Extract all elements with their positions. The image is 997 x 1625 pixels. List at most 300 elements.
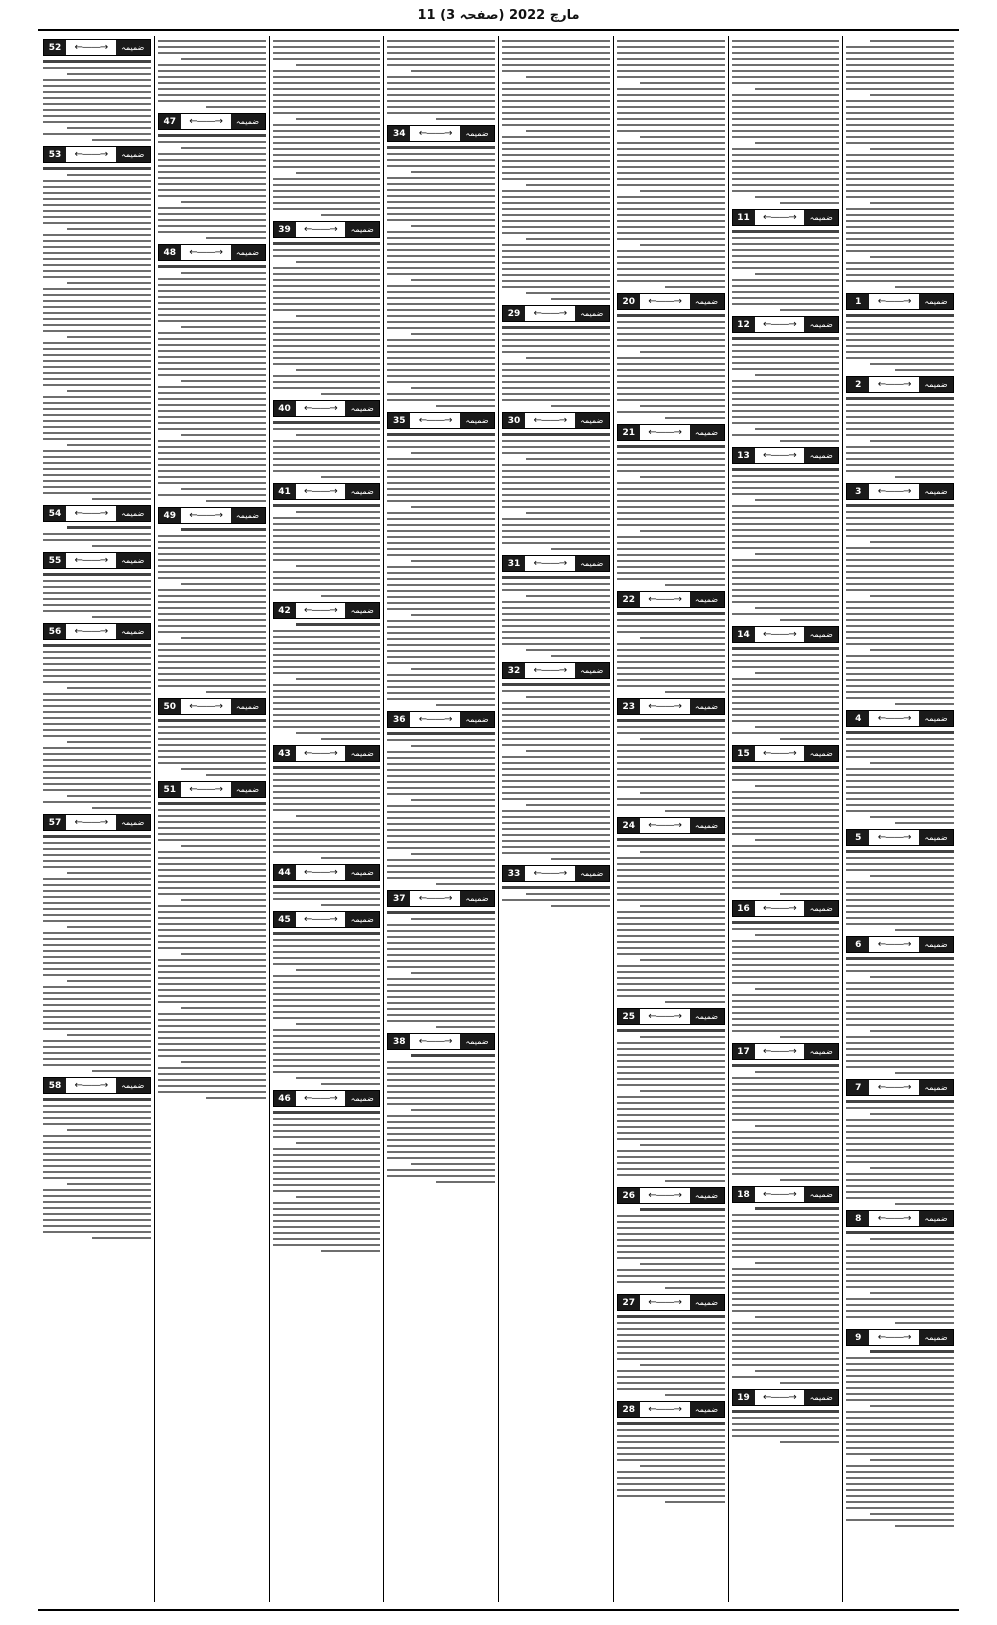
text-line <box>732 1280 840 1282</box>
text-line <box>43 252 151 254</box>
text-line <box>158 977 266 979</box>
text-line <box>387 1097 495 1099</box>
text-line <box>411 333 495 335</box>
text-line <box>846 661 954 663</box>
item-text-lines <box>387 433 495 706</box>
text-line <box>502 196 610 198</box>
text-line <box>732 1107 840 1109</box>
text-line <box>732 851 840 853</box>
classified-item <box>43 146 151 500</box>
text-line <box>732 887 840 889</box>
text-line <box>273 291 381 293</box>
text-line <box>846 1316 954 1318</box>
item-header <box>387 711 495 728</box>
text-line <box>846 327 954 329</box>
text-line <box>158 332 266 334</box>
text-line <box>387 930 495 932</box>
classified-item <box>43 1077 151 1239</box>
double-arrow-icon: ←——→ <box>762 1392 796 1403</box>
item-tag: ضمیمہ <box>460 712 494 727</box>
text-line <box>502 899 610 901</box>
double-arrow-icon: ←——→ <box>877 1332 911 1343</box>
text-line <box>158 667 266 669</box>
text-line <box>387 1145 495 1147</box>
text-line <box>732 100 840 102</box>
double-arrow-icon: ←——→ <box>762 450 796 461</box>
double-arrow-icon: ←——→ <box>189 510 222 521</box>
classified-item <box>273 745 381 859</box>
text-line <box>617 536 725 538</box>
item-text-lines <box>387 1054 495 1183</box>
classified-item <box>387 412 495 706</box>
text-line <box>551 405 610 407</box>
text-line <box>158 947 266 949</box>
text-line <box>617 667 725 669</box>
text-line <box>387 393 495 395</box>
text-line <box>181 272 265 274</box>
text-line <box>617 673 725 675</box>
text-line <box>43 908 151 910</box>
text-line <box>273 363 381 365</box>
text-line <box>846 988 954 990</box>
item-number: 11 <box>733 210 755 225</box>
text-line <box>846 1024 954 1026</box>
text-line <box>387 82 495 84</box>
text-line <box>43 324 151 326</box>
text-line <box>846 750 954 752</box>
item-header <box>617 1294 725 1311</box>
text-line <box>732 136 840 138</box>
item-text-lines <box>846 1100 954 1205</box>
text-line <box>387 739 495 741</box>
item-text-lines <box>387 911 495 1028</box>
text-line <box>43 884 151 886</box>
text-line <box>617 1102 725 1104</box>
classified-item <box>273 483 381 597</box>
text-line <box>617 357 725 359</box>
text-line <box>846 1429 954 1431</box>
item-header <box>502 412 610 429</box>
classified-item <box>43 505 151 547</box>
text-line <box>158 338 266 340</box>
text-line <box>436 1181 495 1183</box>
text-line <box>732 291 840 293</box>
text-line <box>502 46 610 48</box>
text-line <box>755 785 839 787</box>
text-line <box>617 494 725 496</box>
text-line <box>43 717 151 719</box>
text-line <box>273 939 381 941</box>
text-line <box>732 1155 840 1157</box>
item-tag: ضمیمہ <box>345 222 379 237</box>
text-line <box>502 387 610 389</box>
text-line <box>43 210 151 212</box>
text-line <box>43 1022 151 1024</box>
text-line <box>387 249 495 251</box>
item-header <box>273 745 381 762</box>
text-line <box>387 1103 495 1105</box>
text-line <box>43 1141 151 1143</box>
text-line <box>870 1113 954 1115</box>
text-line <box>43 610 151 612</box>
text-line <box>502 326 610 329</box>
classified-item <box>617 424 725 586</box>
text-line <box>846 208 954 210</box>
text-line <box>665 1180 724 1182</box>
text-line <box>43 1123 151 1125</box>
text-line <box>732 589 840 591</box>
text-line <box>273 1118 381 1120</box>
text-line <box>846 1179 954 1181</box>
text-line <box>502 762 610 764</box>
item-tag: ضمیمہ <box>345 746 379 761</box>
classified-item <box>387 1033 495 1183</box>
text-line <box>526 76 610 78</box>
item-text-lines <box>617 719 725 812</box>
text-line <box>67 795 151 797</box>
text-line <box>387 207 495 209</box>
text-line <box>870 94 954 96</box>
text-line <box>732 1268 840 1270</box>
text-line <box>732 46 840 48</box>
text-line <box>617 506 725 508</box>
text-line <box>158 887 266 889</box>
item-tag: ضمیمہ <box>116 506 150 521</box>
text-line <box>43 288 151 290</box>
text-line <box>273 351 381 353</box>
text-line <box>273 785 381 787</box>
text-line <box>502 643 610 645</box>
item-tag: ضمیمہ <box>116 624 150 639</box>
text-line <box>640 1364 724 1366</box>
text-line <box>181 1061 265 1063</box>
item-text-lines <box>158 802 266 1099</box>
text-line <box>273 708 381 710</box>
text-line <box>387 1014 495 1016</box>
text-line <box>846 1006 954 1008</box>
item-number: 48 <box>159 245 181 260</box>
item-number: 21 <box>618 425 640 440</box>
text-line <box>158 565 266 567</box>
text-line <box>67 444 151 446</box>
text-line <box>870 1513 954 1515</box>
text-line <box>387 500 495 502</box>
text-line <box>43 222 151 224</box>
text-line <box>846 731 954 734</box>
text-line <box>732 64 840 66</box>
item-text-lines <box>732 921 840 1038</box>
double-arrow-icon: ←——→ <box>648 1011 681 1022</box>
text-line <box>158 732 266 734</box>
text-line <box>502 810 610 812</box>
text-line <box>43 651 151 653</box>
text-line <box>617 1221 725 1223</box>
text-line <box>617 375 725 377</box>
text-line <box>273 1190 381 1192</box>
text-line <box>273 932 381 935</box>
text-line <box>43 450 151 452</box>
text-line <box>296 1142 380 1144</box>
text-line <box>617 750 725 752</box>
text-line <box>732 1030 840 1032</box>
text-line <box>273 553 381 555</box>
text-line <box>43 1159 151 1161</box>
text-line <box>732 279 840 281</box>
text-line <box>846 458 954 460</box>
text-line <box>43 300 151 302</box>
double-arrow-icon: ←——→ <box>533 558 567 569</box>
text-line <box>640 136 724 138</box>
text-line <box>502 100 610 102</box>
text-line <box>732 1077 840 1079</box>
text-line <box>387 363 495 365</box>
text-line <box>502 744 610 746</box>
text-line <box>158 1079 266 1081</box>
item-text-lines <box>732 647 840 740</box>
text-line <box>640 851 724 853</box>
text-line <box>870 875 954 877</box>
classified-item <box>617 1294 725 1396</box>
text-line <box>43 330 151 332</box>
text-line <box>43 1201 151 1203</box>
text-line <box>846 1107 954 1109</box>
text-line <box>846 1018 954 1020</box>
double-arrow-icon: ←——→ <box>303 403 337 414</box>
classified-item <box>273 400 381 478</box>
text-line <box>273 82 381 84</box>
text-line <box>67 390 151 392</box>
text-line <box>617 762 725 764</box>
item-tag: ضمیمہ <box>804 1187 838 1202</box>
text-line <box>273 957 381 959</box>
text-line <box>67 1034 151 1036</box>
text-line <box>273 779 381 781</box>
text-line <box>846 1131 954 1133</box>
text-line <box>387 996 495 998</box>
item-text-lines <box>502 326 610 407</box>
text-line <box>411 668 495 670</box>
text-line <box>640 959 724 961</box>
text-line <box>43 860 151 862</box>
text-line <box>732 654 840 656</box>
text-line <box>617 274 725 276</box>
classified-item <box>617 1187 725 1289</box>
text-line <box>617 500 725 502</box>
text-line <box>617 1150 725 1152</box>
text-line <box>732 1250 840 1252</box>
text-line <box>755 196 839 198</box>
text-line <box>846 547 954 549</box>
text-line <box>665 286 724 288</box>
text-line <box>502 625 610 627</box>
text-line <box>158 649 266 651</box>
text-line <box>387 76 495 78</box>
text-line <box>846 1298 954 1300</box>
text-line <box>640 792 724 794</box>
text-line <box>617 744 725 746</box>
text-line <box>640 82 724 84</box>
text-line <box>158 995 266 997</box>
item-number: 7 <box>847 1080 869 1095</box>
text-line <box>846 226 954 228</box>
text-line <box>502 607 610 609</box>
text-line <box>846 691 954 693</box>
classified-item <box>732 745 840 895</box>
text-line <box>526 238 610 240</box>
item-header <box>43 146 151 163</box>
text-line <box>732 1238 840 1240</box>
text-line <box>732 797 840 799</box>
double-arrow-icon: ←——→ <box>418 128 452 139</box>
text-line <box>617 768 725 770</box>
text-line <box>732 595 840 597</box>
classified-item <box>387 125 495 407</box>
text-line <box>158 655 266 657</box>
double-arrow-icon: ←——→ <box>303 914 337 925</box>
item-tag: ضمیمہ <box>919 937 953 952</box>
text-line <box>846 786 954 788</box>
text-line <box>502 178 610 180</box>
text-line <box>732 1364 840 1366</box>
classified-item <box>846 1329 954 1527</box>
text-line <box>43 986 151 988</box>
text-line <box>732 1346 840 1348</box>
text-line <box>502 190 610 192</box>
text-line <box>732 368 840 370</box>
item-header <box>617 293 725 310</box>
text-line <box>732 535 840 537</box>
text-line <box>846 452 954 454</box>
text-line <box>732 267 840 269</box>
text-line <box>158 833 266 835</box>
text-line <box>387 159 495 161</box>
double-arrow-icon: ←——→ <box>648 296 681 307</box>
text-line <box>617 929 725 931</box>
text-line <box>273 714 381 716</box>
text-line <box>502 756 610 758</box>
text-line <box>43 854 151 856</box>
text-line <box>732 1334 840 1336</box>
text-line <box>640 351 724 353</box>
text-line <box>273 428 381 430</box>
text-line <box>846 1489 954 1491</box>
text-line <box>158 100 266 102</box>
item-tag: ضمیمہ <box>919 294 953 309</box>
text-line <box>387 942 495 944</box>
text-line <box>502 828 610 830</box>
double-arrow-icon: ←——→ <box>877 939 911 950</box>
text-line <box>273 88 381 90</box>
date-line: 11 مارچ 2022 (صفحہ 3) <box>417 7 580 23</box>
text-line <box>895 703 954 705</box>
text-line <box>296 732 380 734</box>
text-line <box>273 46 381 48</box>
text-line <box>732 434 840 436</box>
text-line <box>732 565 840 567</box>
text-line <box>387 811 495 813</box>
double-arrow-icon: ←——→ <box>648 1190 681 1201</box>
text-line <box>732 356 840 358</box>
column-5 <box>383 36 498 1602</box>
text-line <box>846 262 954 264</box>
text-line <box>158 959 266 961</box>
text-line <box>732 613 840 615</box>
text-line <box>158 64 266 66</box>
classified-item <box>158 244 266 502</box>
double-arrow-icon: ←——→ <box>762 212 796 223</box>
item-number: 4 <box>847 711 869 726</box>
text-line <box>158 1073 266 1075</box>
text-line <box>755 142 839 144</box>
text-line <box>158 159 266 161</box>
double-arrow-icon: ←——→ <box>762 1189 796 1200</box>
text-line <box>43 920 151 922</box>
text-line <box>732 791 840 793</box>
item-tag: ضمیمہ <box>690 1295 724 1310</box>
text-line <box>846 106 954 108</box>
text-line <box>387 231 495 233</box>
text-line <box>273 339 381 341</box>
text-line <box>158 619 266 621</box>
text-line <box>617 881 725 883</box>
text-line <box>502 280 610 282</box>
item-tag: ضمیمہ <box>690 294 724 309</box>
text-line <box>43 91 151 93</box>
text-line <box>387 805 495 807</box>
text-line <box>321 857 380 859</box>
item-header <box>502 865 610 882</box>
item-text-lines <box>43 167 151 500</box>
text-line <box>273 666 381 668</box>
item-text-lines <box>732 766 840 895</box>
text-line <box>43 121 151 123</box>
text-line <box>846 64 954 66</box>
text-line <box>43 1195 151 1197</box>
text-line <box>846 214 954 216</box>
double-arrow-icon: ←——→ <box>303 224 337 235</box>
text-line <box>617 1060 725 1062</box>
text-line <box>43 474 151 476</box>
item-tag: ضمیمہ <box>919 711 953 726</box>
item-header <box>158 781 266 798</box>
text-line <box>158 278 266 280</box>
text-line <box>640 244 724 246</box>
item-header <box>732 1186 840 1203</box>
text-line <box>502 536 610 538</box>
text-line <box>273 1011 381 1013</box>
text-line <box>502 345 610 347</box>
item-text-lines <box>387 146 495 407</box>
text-line <box>732 869 840 871</box>
text-line <box>387 64 495 66</box>
text-line <box>732 708 840 710</box>
text-line <box>732 529 840 531</box>
text-line <box>387 189 495 191</box>
text-line <box>732 696 840 698</box>
item-tag: ضمیمہ <box>804 448 838 463</box>
text-line <box>502 506 610 508</box>
text-line <box>273 726 381 728</box>
text-line <box>846 869 954 871</box>
text-line <box>732 1244 840 1246</box>
text-line <box>158 368 266 370</box>
classified-item <box>732 1186 840 1384</box>
text-line <box>43 681 151 683</box>
text-line <box>296 623 380 626</box>
text-line <box>273 345 381 347</box>
text-line <box>273 273 381 275</box>
text-line <box>617 518 725 520</box>
